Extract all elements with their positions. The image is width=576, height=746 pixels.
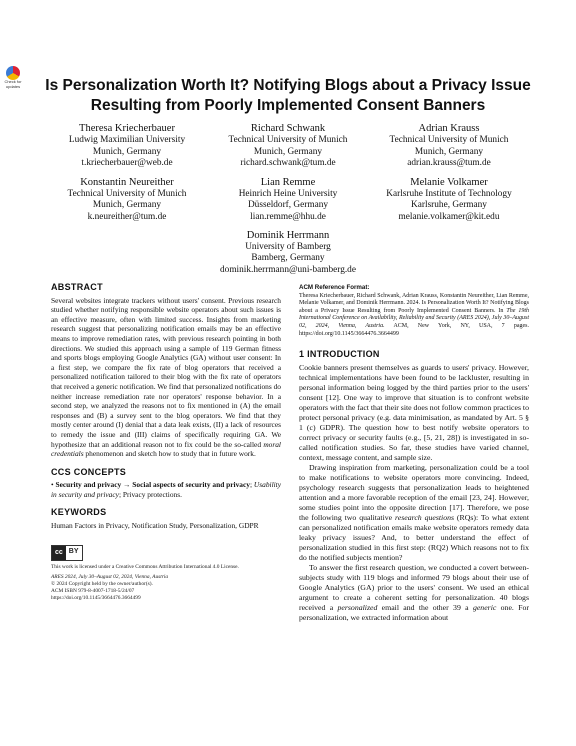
author-4: [52, 176, 202, 224]
author-5: [213, 176, 363, 224]
author-location: Munich, Germany: [92, 146, 162, 157]
author-affiliation: Technical University of Munich: [228, 135, 348, 145]
by-logo-text: BY: [68, 548, 79, 556]
introduction-heading: 1 INTRODUCTION: [299, 349, 380, 360]
isbn-text: ACM ISBN 979-8-4007-1718-5/24/07: [51, 588, 135, 595]
left-column: [51, 283, 281, 602]
author-name: Theresa Kriecherbauer: [79, 123, 175, 134]
author-block: [52, 122, 524, 276]
author-7: [188, 229, 388, 277]
ccs-section: [51, 468, 281, 500]
author-3: [374, 122, 524, 170]
author-email[interactable]: melanie.volkamer@kit.edu: [398, 211, 500, 222]
author-name: Dominik Herrmann: [246, 229, 330, 241]
author-name: Lian Remme: [260, 176, 316, 188]
author-2: [213, 122, 363, 170]
keywords-section: [51, 508, 281, 530]
author-location: Munich, Germany: [253, 146, 323, 157]
license-text: This work is licensed under a Creative Commons Attribution International 4.0 License.: [51, 563, 239, 570]
badge-line-2: updates: [5, 83, 21, 89]
intro-paragraph-2: Drawing inspiration from marketing, personalization could be a tool to make notifications to website operators more convincing. Indeed, psychology research suggests that personalization leads to heightened attention and a more favorable reception of the email [23, 24]. However, some studies point into the opposite direction [17]. Therefore, we pose the following two qualitative research questions (RQs): To what extent can personalized notification emails make website operators remedy data leaky privacy issues? And, to better understand the effect of personalization studied in this first step: (RQ2) Which reasons not to fix do the notified subjects mention?: [299, 462, 529, 562]
author-email[interactable]: lian.remme@hhu.de: [250, 211, 326, 222]
intro-paragraph-3: To answer the first research question, we conducted a covert between-subjects study with 119 blogs and informed 79 blogs about their use of Google Analytics (GA) prior to the users' consent. We used an ethical argument to create a coherent setting for personalization. 40 blogs received a personalized email and the other 39 a generic one. For personalization, we extracted information about: [299, 562, 530, 622]
abstract-text: Several websites integrate trackers without users' consent. Previous research studied whether notifying responsible website operators about such issues is an effective measure, often with limited success. Insights from marketing research suggest that personalizing notification emails may be an effective means to improve remediation rates, with previous research pointing in both directions. We studied this approach using a sample of 119 German fitness and sports blogs employing Google Analytics (GA) without user consent: In a first step, we compare the fix rate of blog operators that received a personalized notification tailored to their blog with the fix rate of operators that received a generic notification. We find that personalized notifications do neither increase remediation rate nor operators' response behavior. In a second step, we analyzed the reasons not to fix mentioned in (A) the email responses and (B) a survey sent to the blog operators. We find that they mostly center around (I) denial that a data leak exists, (II) a lack of resources to remedy the issue and (III) claims of specifically requiring GA. We hypothesize that an additional reason not to fix could be the so-called moral credentials phenomenon and sketch how to study that in future work.: [51, 295, 281, 459]
ccs-text: • Security and privacy → Social aspects of security and privacy; Usability in security and privacy; Privacy protections.: [51, 480, 282, 499]
author-name: Konstantin Neureither: [80, 176, 174, 188]
author-location: Bamberg, Germany: [251, 253, 325, 264]
author-name: Melanie Volkamer: [410, 176, 488, 188]
intro-paragraph-1: Cookie banners present themselves as guards to users' privacy. However, technical implementations have been found to be lackluster, resulting in personal information being logged by the third parties prior to the users' consent [12]. One way to improve that situation is to confront website operators with the fact that their site does not follow common practices to protect personal privacy (e.g. data minimisation, as mandated by Art. 5 § 1 (c) GDPR). The question how to best notify website operators to correct privacy or security faults (e.g., [5, 21, 28]) is investigated in so-called notification studies. So far, these studies have varied channel, context, message content, and sample size.: [299, 362, 529, 462]
author-row-2: [52, 176, 524, 224]
author-email[interactable]: k.neureither@tum.de: [87, 211, 167, 222]
author-email[interactable]: richard.schwank@tum.de: [240, 158, 336, 169]
author-email[interactable]: dominik.herrmann@uni-bamberg.de: [220, 264, 356, 275]
author-location: Munich, Germany: [92, 200, 162, 211]
author-name: Adrian Krauss: [418, 123, 480, 134]
paper-title: Is Personalization Worth It? Notifying Blogs about a Privacy Issue Resulting from Poorly Implemented Consent Banners: [45, 77, 531, 114]
keywords-text: Human Factors in Privacy, Notification Study, Personalization, GDPR: [51, 521, 259, 531]
author-affiliation: Heinrich Heine University: [238, 188, 338, 199]
author-affiliation: Ludwig Maximilian University: [68, 135, 186, 145]
keywords-heading: KEYWORDS: [51, 507, 107, 518]
cc-logo-text: cc: [52, 546, 66, 560]
author-affiliation: University of Bamberg: [245, 241, 331, 252]
author-affiliation: Technical University of Munich: [67, 188, 187, 199]
author-6: [374, 176, 524, 224]
license-block: [51, 545, 281, 602]
author-email[interactable]: adrian.krauss@tum.de: [407, 158, 491, 169]
author-row-3: [52, 229, 524, 277]
author-location: Karlsruhe, Germany: [411, 200, 487, 211]
ccs-heading: CCS CONCEPTS: [51, 466, 127, 477]
introduction-section: [299, 350, 529, 623]
author-location: Munich, Germany: [414, 146, 484, 157]
author-affiliation: Karlsruhe Institute of Technology: [386, 188, 512, 199]
check-for-updates-badge[interactable]: [2, 66, 24, 89]
doi-link[interactable]: https://doi.org/10.1145/3664476.3664499: [51, 594, 141, 601]
author-location: Düsseldorf, Germany: [247, 200, 329, 211]
acm-ref-text: Theresa Kriecherbauer, Richard Schwank, Adrian Krauss, Konstantin Neureither, Lian Remme, Melanie Volkamer, and Dominik Herrmann. 2024. Is Personalization Worth It? Notifying Blogs about a Privacy Issue Resulting from Poorly Implemented Consent Banners. In The 19th International Conference on Availability, Reliability and Security (ARES 2024), July 30–August 02, 2024, Vienna, Austria. ACM, New York, NY, USA, 7 pages. https://doi.org/10.1145/3664476.3664499: [299, 292, 529, 337]
author-1: [52, 122, 202, 170]
abstract-heading: ABSTRACT: [51, 282, 103, 292]
author-row-1: [52, 122, 524, 170]
author-affiliation: Technical University of Munich: [389, 135, 509, 145]
crossmark-icon: [6, 66, 20, 80]
acm-ref-heading: ACM Reference Format:: [299, 284, 370, 291]
cc-by-logo[interactable]: [51, 545, 83, 561]
right-column: [299, 283, 529, 623]
venue-text: ARES 2024, July 30–August 02, 2024, Vienna, Austria: [51, 574, 169, 581]
author-email[interactable]: t.kriecherbauer@web.de: [81, 158, 173, 169]
badge-line-1: Check for: [4, 79, 22, 84]
author-name: Richard Schwank: [250, 123, 326, 134]
copyright-text: © 2024 Copyright held by the owner/author(s).: [51, 581, 153, 588]
